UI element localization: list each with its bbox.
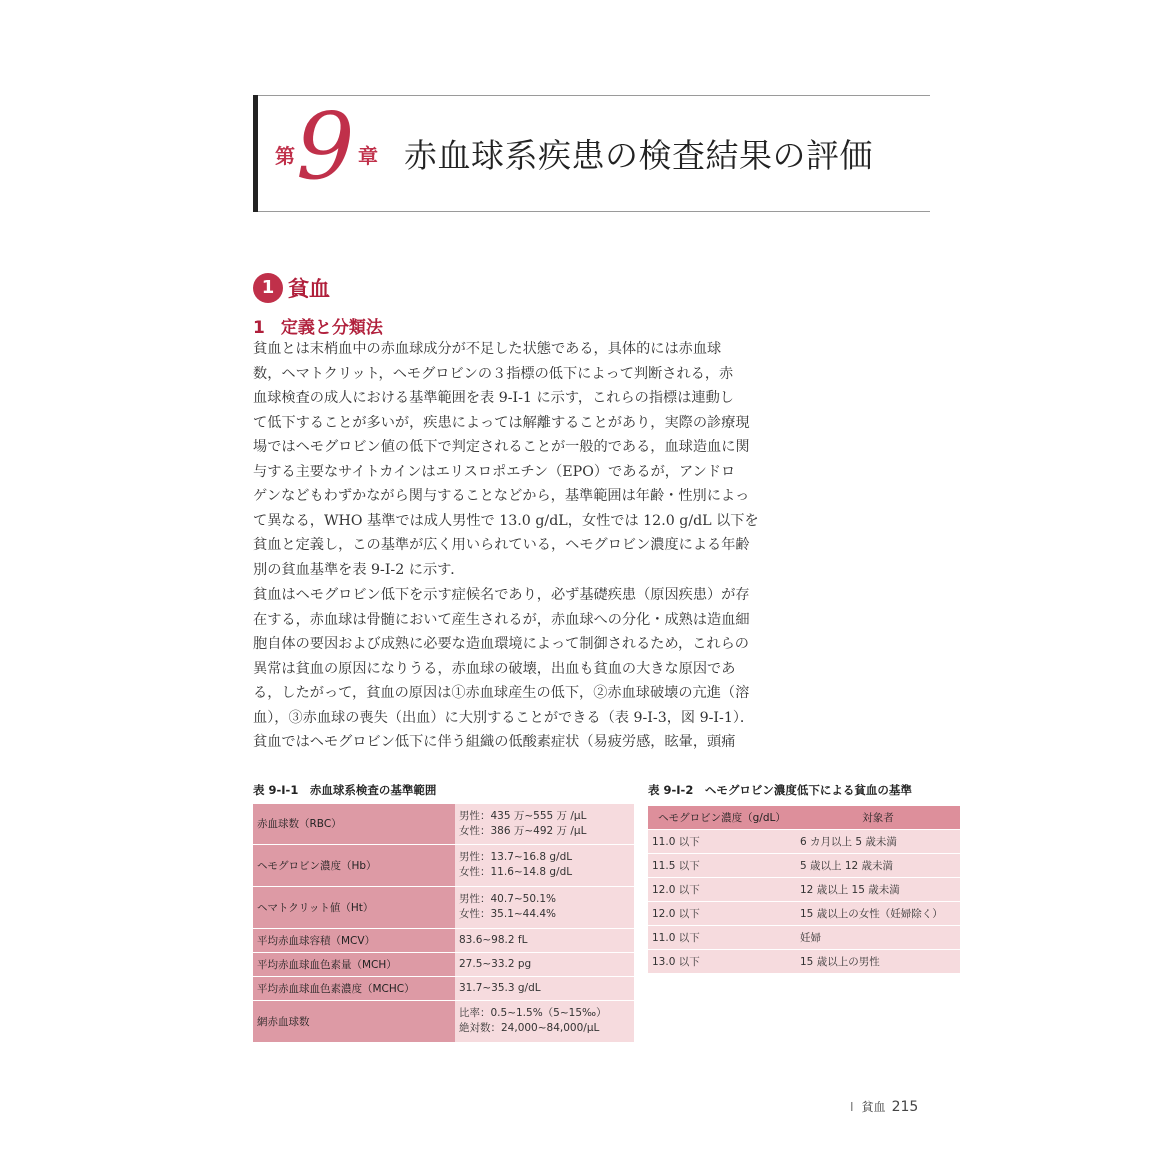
table-row-label: 平均赤血球容積（MCV） (253, 928, 455, 952)
table-row (253, 804, 634, 844)
table-cell: 13.0 以下 (648, 950, 796, 974)
table-row-value: 比率：0.5~1.5%（5~15‰） 絶対数：24,000~84,000/μL (455, 1000, 634, 1042)
text-line: 別の貧血基準を表 9-I-2 に示す． (253, 561, 465, 578)
table-cell: 11.5 以下 (648, 854, 796, 878)
footer-chapter-marker: I (850, 1100, 854, 1114)
reference-range-table (253, 804, 634, 1043)
section-number-badge: 1 (253, 273, 283, 303)
table-cell: 11.0 以下 (648, 830, 796, 854)
chapter-number: 9 (296, 93, 355, 200)
table-row-label: 平均赤血球血色素濃度（MCHC） (253, 976, 455, 1000)
text-line: 血），③赤血球の喪失（出血）に大別することができる（表 9-I-3，図 9-I-1）． (253, 709, 755, 726)
table-row-value: 男性：13.7~16.8 g/dL 女性：11.6~14.8 g/dL (455, 844, 634, 886)
anemia-criteria-table (648, 806, 960, 974)
column-header: ヘモグロビン濃度（g/dL） (648, 806, 796, 830)
table-row-value: 男性：40.7~50.1% 女性：35.1~44.4% (455, 886, 634, 928)
page-footer (850, 1098, 918, 1115)
text-line: ゲンなどもわずかながら関与することなどから，基準範囲は年齢・性別によっ (253, 488, 750, 504)
table-row-value: 27.5~33.2 pg (455, 952, 634, 976)
text-line: 与する主要なサイトカインはエリスロポエチン（EPO）であるが，アンドロ (253, 463, 736, 480)
table-row-label: ヘモグロビン濃度（Hb） (253, 844, 455, 886)
text-line: る，したがって，貧血の原因は①赤血球産生の低下，②赤血球破壊の亢進（溶 (253, 685, 750, 701)
table-row (253, 886, 634, 928)
table-row (253, 1000, 634, 1042)
text-line: 胞自体の要因および成熟に必要な造血環境によって制御されるため，これらの (253, 636, 749, 652)
table-row (648, 830, 960, 854)
table-cell: 15 歳以上の女性（妊婦除く） (796, 902, 960, 926)
table-row-label: 赤血球数（RBC） (253, 804, 455, 844)
table-row (253, 844, 634, 886)
text-line: 数，ヘマトクリット，ヘモグロビンの３指標の低下によって判断される，赤 (253, 365, 734, 382)
table-row-label: ヘマトクリット値（Ht） (253, 886, 455, 928)
table-cell: 12 歳以上 15 歳未満 (796, 878, 960, 902)
text-line: 在する，赤血球は骨髄において産生されるが，赤血球への分化・成熟は造血細 (253, 611, 750, 628)
table-row-label: 平均赤血球血色素量（MCH） (253, 952, 455, 976)
table-row (253, 952, 634, 976)
table-cell: 妊婦 (796, 926, 960, 950)
table-1-caption: 表 9-I-1 赤血球系検査の基準範囲 (253, 783, 437, 797)
table-cell: 6 カ月以上 5 歳未満 (796, 830, 960, 854)
table-row (648, 926, 960, 950)
table-header-row (648, 806, 960, 830)
chapter-prefix: 第 (275, 144, 295, 168)
table-row (648, 878, 960, 902)
table-row (648, 854, 960, 878)
table-row (253, 976, 634, 1000)
table-cell: 12.0 以下 (648, 878, 796, 902)
footer-section: 貧血 (861, 1100, 886, 1114)
table-row-value: 31.7~35.3 g/dL (455, 976, 634, 1000)
table-row-value: 83.6~98.2 fL (455, 928, 634, 952)
text-line: 貧血と定義し，この基準が広く用いられている，ヘモグロビン濃度による年齢 (253, 537, 750, 553)
table-row-label: 網赤血球数 (253, 1000, 455, 1042)
subsection-heading (253, 313, 399, 338)
table-2-caption: 表 9-I-2 ヘモグロビン濃度低下による貧血の基準 (648, 783, 912, 797)
paragraph-1 (253, 337, 768, 580)
text-line: 貧血はヘモグロビン低下を示す症候名であり，必ず基礎疾患（原因疾患）が存 (253, 587, 750, 603)
text-line: 場ではヘモグロビン値の低下で判定されることが一般的である，血球造血に関 (253, 439, 750, 455)
paragraph-2 (253, 583, 768, 753)
text-line: 貧血とは末梢血中の赤血球成分が不足した状態である，具体的には赤血球 (253, 341, 722, 357)
page-number: 215 (891, 1099, 919, 1115)
subsection-number: 1 (253, 318, 265, 338)
table-cell: 11.0 以下 (648, 926, 796, 950)
table-cell: 15 歳以上の男性 (796, 950, 960, 974)
table-cell: 5 歳以上 12 歳未満 (796, 854, 960, 878)
table-row (253, 928, 634, 952)
text-line: 血球検査の成人における基準範囲を表 9-I-1 に示す，これらの指標は連動し (253, 390, 734, 406)
text-line: 異常は貧血の原因になりうる，赤血球の破壊，出血も貧血の大きな原因であ (253, 660, 736, 677)
table-row (648, 950, 960, 974)
text-line: 貧血ではヘモグロビン低下に伴う組織の低酸素症状（易疲労感，眩暈，頭痛 (253, 734, 736, 750)
text-line: て低下することが多いが，疾患によっては解離することがあり，実際の診療現 (253, 414, 750, 431)
table-row (648, 902, 960, 926)
chapter-title: 赤血球系疾患の検査結果の評価 (404, 136, 873, 175)
subsection-title: 定義と分類法 (280, 318, 383, 338)
chapter-suffix: 章 (358, 144, 378, 168)
column-header: 対象者 (796, 806, 960, 830)
section-title: 貧血 (288, 277, 330, 301)
chapter-bar (253, 95, 258, 212)
text-line: て異なる，WHO 基準では成人男性で 13.0 g/dL，女性では 12.0 g/dL 以下を (253, 512, 759, 529)
table-cell: 12.0 以下 (648, 902, 796, 926)
table-row-value: 男性：435 万~555 万 /μL 女性：386 万~492 万 /μL (455, 804, 634, 844)
